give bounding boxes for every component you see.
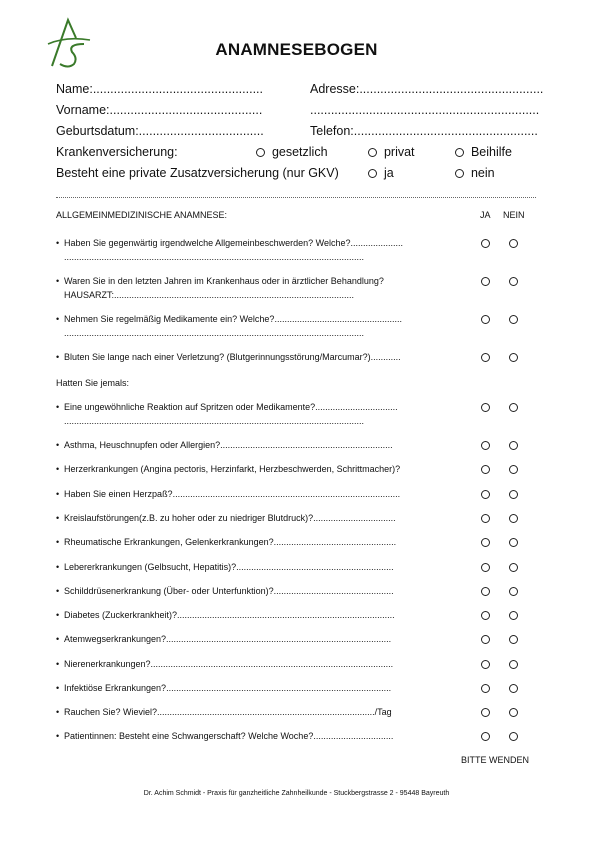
section-heading: ALLGEMEINMEDIZINISCHE ANAMNESE:: [56, 210, 228, 220]
radio-ja[interactable]: [481, 635, 490, 644]
bullet-icon: •: [56, 610, 60, 620]
question-text: Asthma, Heuschnupfen oder Allergien?.....................................................................: [64, 440, 393, 450]
adresse-field[interactable]: Adresse:.....................................................: [310, 82, 544, 96]
divider: [56, 197, 536, 198]
radio-nein[interactable]: [509, 441, 518, 450]
radio-nein[interactable]: [509, 277, 518, 286]
question-text: Diabetes (Zuckerkrankheit)?.......................................................................................: [64, 610, 395, 620]
radio-ja[interactable]: [481, 538, 490, 547]
radio-nein[interactable]: [509, 635, 518, 644]
radio-ja[interactable]: [481, 277, 490, 286]
question-text: Haben Sie gegenwärtig irgendwelche Allgemeinbeschwerden? Welche?.....................: [64, 238, 404, 248]
question-text: Nierenerkrankungen?.................................................................................................: [64, 659, 394, 669]
radio-ja[interactable]: [481, 660, 490, 669]
zusatzversicherung-label: Besteht eine private Zusatzversicherung (nur GKV): [56, 166, 339, 180]
kv-option-privat[interactable]: privat: [368, 145, 415, 159]
bitte-wenden-note: BITTE WENDEN: [461, 755, 530, 765]
question-row: [56, 683, 391, 693]
question-text: Nehmen Sie regelmäßig Medikamente ein? Welche?...................................................: [64, 314, 402, 324]
question-row: [56, 489, 400, 499]
question-text: Bluten Sie lange nach einer Verletzung? (Blutgerinnungsstörung/Marcumar?)............: [64, 352, 401, 362]
bullet-icon: •: [56, 683, 60, 693]
question-text: Kreislaufstörungen(z.B. zu hoher oder zu niedriger Blutdruck)?.................................: [64, 513, 396, 523]
answer-line[interactable]: ........................................................................................................................: [64, 416, 365, 426]
bullet-icon: •: [56, 659, 60, 669]
radio-ja[interactable]: [481, 587, 490, 596]
page-title: ANAMNESEBOGEN: [215, 40, 378, 59]
radio-nein[interactable]: [509, 490, 518, 499]
question-text: Eine ungewöhnliche Reaktion auf Spritzen oder Medikamente?.................................: [64, 402, 398, 412]
radio-ja[interactable]: [481, 514, 490, 523]
question-row: [56, 586, 394, 596]
question-text: Haben Sie einen Herzpaß?...........................................................................................: [64, 489, 401, 499]
radio-ja[interactable]: [481, 403, 490, 412]
kv-option-gesetzlich[interactable]: gesetzlich: [256, 145, 328, 159]
answer-line[interactable]: HAUSARZT:................................................................................................: [64, 290, 355, 300]
question-row: [56, 731, 393, 741]
radio-nein[interactable]: [509, 708, 518, 717]
question-text: Schilddrüsenerkrankung (Über- oder Unterfunktion)?................................................: [64, 586, 394, 596]
radio-ja[interactable]: [481, 353, 490, 362]
footer: Dr. Achim Schmidt - Praxis für ganzheitliche Zahnheilkunde - Stuckbergstrasse 2 - 95448 Bayreuth: [143, 790, 450, 797]
radio-nein[interactable]: [509, 563, 518, 572]
name-field[interactable]: Name:.................................................: [56, 82, 263, 96]
radio-nein[interactable]: [509, 538, 518, 547]
telefon-field[interactable]: Telefon:.....................................................: [310, 124, 538, 138]
radio-ja[interactable]: [481, 490, 490, 499]
question-row: [56, 440, 393, 450]
bullet-icon: •: [56, 402, 60, 412]
bullet-icon: •: [56, 314, 60, 324]
radio-nein[interactable]: [509, 465, 518, 474]
radio-nein[interactable]: [509, 514, 518, 523]
radio-nein[interactable]: [509, 732, 518, 741]
bullet-icon: •: [56, 440, 60, 450]
question-text: Rauchen Sie? Wieviel?......................................................................................./Tag: [64, 707, 392, 717]
column-ja-header: JA: [480, 210, 491, 220]
radio-nein[interactable]: [509, 353, 518, 362]
bullet-icon: •: [56, 352, 60, 362]
radio-nein[interactable]: [509, 684, 518, 693]
radio-ja[interactable]: [481, 708, 490, 717]
radio-nein[interactable]: [509, 587, 518, 596]
adresse2-field[interactable]: ..................................................................: [310, 103, 540, 117]
bullet-icon: •: [56, 562, 60, 572]
radio-ja[interactable]: [481, 465, 490, 474]
zusatz-option-ja[interactable]: ja: [368, 166, 394, 180]
question-text: Waren Sie in den letzten Jahren im Krankenhaus oder in ärztlicher Behandlung?: [64, 276, 384, 286]
question-row: [56, 634, 391, 644]
hatten-sie-jemals-label: Hatten Sie jemals:: [56, 378, 130, 388]
radio-nein[interactable]: [509, 403, 518, 412]
bullet-icon: •: [56, 513, 60, 523]
question-row: [56, 707, 392, 717]
radio-ja[interactable]: [481, 563, 490, 572]
question-row: [56, 659, 393, 669]
radio-ja[interactable]: [481, 239, 490, 248]
radio-ja[interactable]: [481, 315, 490, 324]
question-row: [56, 238, 403, 248]
bullet-icon: •: [56, 537, 60, 547]
bullet-icon: •: [56, 276, 60, 286]
radio-icon[interactable]: [256, 148, 265, 157]
bullet-icon: •: [56, 707, 60, 717]
answer-line[interactable]: ........................................................................................................................: [64, 252, 365, 262]
radio-icon[interactable]: [368, 148, 377, 157]
question-row: [56, 402, 398, 412]
radio-ja[interactable]: [481, 611, 490, 620]
kv-option-beihilfe[interactable]: Beihilfe: [455, 145, 512, 159]
bullet-icon: •: [56, 238, 60, 248]
question-row: [56, 314, 402, 324]
question-row: [56, 610, 395, 620]
radio-icon[interactable]: [368, 169, 377, 178]
radio-nein[interactable]: [509, 239, 518, 248]
radio-nein[interactable]: [509, 660, 518, 669]
radio-ja[interactable]: [481, 684, 490, 693]
answer-line[interactable]: ........................................................................................................................: [64, 328, 365, 338]
krankenversicherung-label: Krankenversicherung:: [56, 145, 178, 159]
question-text: Patientinnen: Besteht eine Schwangerschaft? Welche Woche?................................: [64, 731, 394, 741]
radio-icon[interactable]: [455, 169, 464, 178]
zusatz-option-nein[interactable]: nein: [455, 166, 495, 180]
radio-nein[interactable]: [509, 611, 518, 620]
question-row: [56, 562, 394, 572]
radio-ja[interactable]: [481, 732, 490, 741]
column-nein-header: NEIN: [503, 210, 525, 220]
bullet-icon: •: [56, 489, 60, 499]
question-row: [56, 352, 401, 362]
bullet-icon: •: [56, 464, 60, 474]
radio-ja[interactable]: [481, 441, 490, 450]
geburtsdatum-field[interactable]: Geburtsdatum:....................................: [56, 124, 264, 138]
question-row: [56, 537, 396, 547]
bullet-icon: •: [56, 731, 60, 741]
vorname-field[interactable]: Vorname:............................................: [56, 103, 263, 117]
question-text: Rheumatische Erkrankungen, Gelenkerkrankungen?.................................................: [64, 537, 397, 547]
radio-icon[interactable]: [455, 148, 464, 157]
bullet-icon: •: [56, 586, 60, 596]
question-row: [56, 464, 400, 474]
bullet-icon: •: [56, 634, 60, 644]
question-text: Lebererkrankungen (Gelbsucht, Hepatitis)?...............................................................: [64, 562, 394, 572]
radio-nein[interactable]: [509, 315, 518, 324]
question-text: Infektiöse Erkrankungen?..........................................................................................: [64, 683, 392, 693]
question-text: Atemwegserkrankungen?..........................................................................................: [64, 634, 392, 644]
question-row: [56, 513, 396, 523]
question-text: Herzerkrankungen (Angina pectoris, Herzinfarkt, Herzbeschwerden, Schrittmacher)?: [64, 464, 401, 474]
question-row: [56, 276, 384, 286]
